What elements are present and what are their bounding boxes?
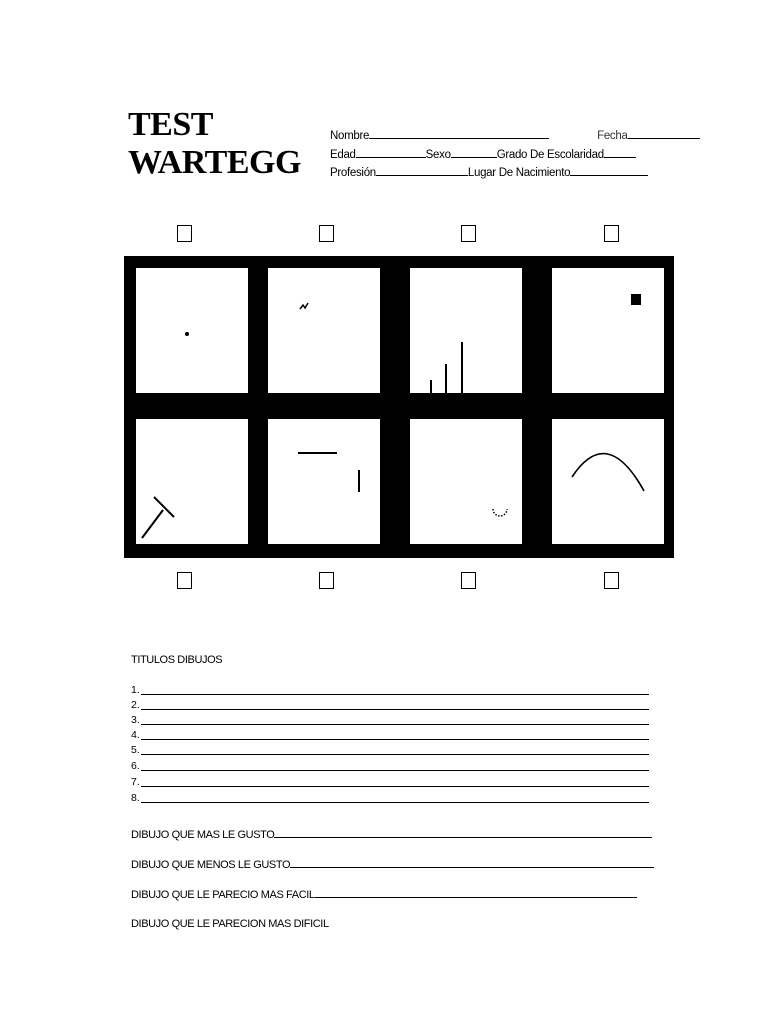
title-number-2: 2. [131,699,140,711]
title-line-2: WARTEGG [128,144,301,181]
drawing-box-5[interactable] [136,419,248,544]
title-line-row-4[interactable] [131,729,141,744]
square-stimulus [552,268,664,393]
title-line-row-2[interactable] [131,699,141,714]
question-hardest-label: DIBUJO QUE LE PARECION MAS DIFICIL [131,918,329,930]
vertical-lines-stimulus [410,268,522,393]
title-line-row-3[interactable] [131,714,141,729]
title-field-2[interactable] [141,709,649,710]
title-number-8: 8. [131,792,140,804]
profesion-label: Profesión [330,167,376,179]
test-title [128,106,301,182]
title-field-3[interactable] [141,724,649,725]
checkbox-top-1[interactable] [177,225,192,242]
sexo-field[interactable] [451,146,497,158]
grado-field[interactable] [604,146,636,158]
wave-stimulus [268,268,380,393]
question-hardest [131,918,329,930]
header-row-3 [330,164,648,179]
title-number-3: 3. [131,714,140,726]
title-number-7: 7. [131,776,140,788]
checkbox-top-2[interactable] [319,225,334,242]
edad-label: Edad [330,149,356,161]
titles-heading: TITULOS DIBUJOS [131,654,223,666]
two-lines-stimulus [268,419,380,544]
title-line-row-6[interactable] [131,760,141,775]
title-line-row-8[interactable] [131,792,141,807]
title-field-4[interactable] [141,739,649,740]
drawing-box-2[interactable] [268,268,380,393]
drawing-grid [124,256,674,558]
header-row-1 [330,127,700,142]
title-field-5[interactable] [141,754,649,755]
drawing-box-3[interactable] [410,268,522,393]
question-least-liked-label: DIBUJO QUE MENOS LE GUSTO [131,859,291,871]
checkbox-top-3[interactable] [461,225,476,242]
header-row-2 [330,146,636,161]
question-easiest-field[interactable] [315,886,637,898]
question-most-liked-field[interactable] [274,826,652,838]
drawing-box-8[interactable] [552,419,664,544]
lugar-label: Lugar De Nacimiento [467,167,571,179]
checkbox-top-4[interactable] [604,225,619,242]
drawing-box-4[interactable] [552,268,664,393]
title-number-4: 4. [131,729,140,741]
drawing-box-6[interactable] [268,419,380,544]
question-most-liked [131,826,652,841]
title-field-6[interactable] [141,770,649,771]
question-most-liked-label: DIBUJO QUE MAS LE GUSTO [131,829,275,841]
checkbox-bottom-3[interactable] [461,572,476,589]
question-least-liked-field[interactable] [290,856,654,868]
title-field-8[interactable] [141,802,649,803]
dotted-arc-stimulus [410,419,522,544]
nombre-field[interactable] [369,127,549,139]
arc-stimulus [552,419,664,544]
title-field-1[interactable] [141,694,649,695]
drawing-box-1[interactable] [136,268,248,393]
dot-stimulus [136,268,248,393]
lugar-field[interactable] [570,164,648,176]
title-line-1: TEST [128,106,213,143]
title-line-row-5[interactable] [131,744,141,759]
diagonal-lines-stimulus [136,419,248,544]
checkbox-bottom-4[interactable] [604,572,619,589]
grado-label: Grado De Escolaridad [496,149,604,161]
question-easiest [131,886,637,901]
title-field-7[interactable] [141,786,649,787]
fecha-field[interactable] [628,127,700,139]
question-least-liked [131,856,654,871]
profesion-field[interactable] [376,164,468,176]
checkbox-bottom-1[interactable] [177,572,192,589]
title-number-6: 6. [131,760,140,772]
title-number-5: 5. [131,744,140,756]
fecha-label: Fecha [597,130,628,142]
checkbox-bottom-2[interactable] [319,572,334,589]
title-line-row-1[interactable] [131,684,141,699]
title-number-1: 1. [131,684,140,696]
edad-field[interactable] [356,146,426,158]
question-easiest-label: DIBUJO QUE LE PARECIO MAS FACIL [131,889,315,901]
title-line-row-7[interactable] [131,776,141,791]
sexo-label: Sexo [425,149,451,161]
drawing-box-7[interactable] [410,419,522,544]
nombre-label: Nombre [330,130,370,142]
